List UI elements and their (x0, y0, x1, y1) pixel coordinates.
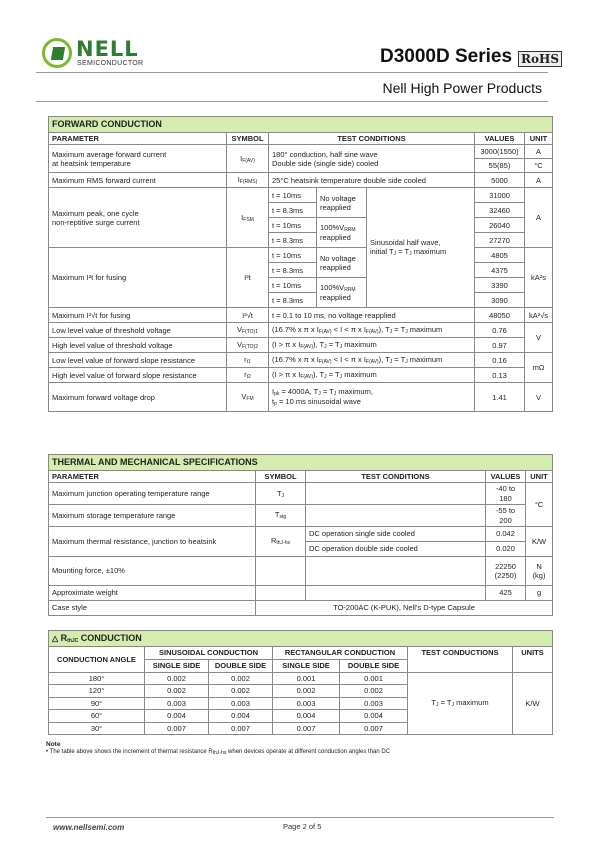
col-values: VALUES (475, 133, 525, 145)
table-cell: 0.007 (273, 722, 340, 734)
unit-celsius: °C (525, 159, 553, 173)
symbol-tj: $T_J$ (256, 483, 306, 505)
page-number: Page 2 of 5 (283, 822, 322, 831)
col-rect-double: DOUBLE SIDE (340, 660, 408, 673)
value-tj: -40 to 180 (486, 483, 526, 505)
col-unit: UNIT (525, 133, 553, 145)
value-i2rt: 48050 (475, 308, 525, 323)
table-cell: 0.002 (209, 673, 273, 685)
value-mounting: 22250 (2250) (486, 556, 526, 585)
unit-mounting: N (kg) (526, 556, 553, 585)
value-i2t-3: 3390 (475, 278, 525, 293)
cond-t10: t = 10ms (269, 218, 317, 233)
symbol-vfm: $V_{FM}$ (227, 383, 269, 412)
symbol-rt1: $r_{t1}$ (227, 353, 269, 368)
value-rth-single: 0.042 (486, 526, 526, 541)
cond-vto2: (I > π x $I_{F(AV)}$), $T_J = T_J$ maximum (269, 338, 475, 353)
cond-empty (306, 585, 486, 600)
table-cell: 0.007 (209, 722, 273, 734)
table-cell: 0.002 (145, 685, 209, 697)
delta-icon: △ (52, 633, 59, 643)
unit-kw: K/W (526, 526, 553, 556)
symbol-tstg: $T_{stg}$ (256, 505, 306, 527)
table-cell: 0.007 (340, 722, 408, 734)
cond-no-voltage: No voltage reapplied (317, 188, 367, 218)
table-cell: 0.002 (273, 685, 340, 697)
header-divider (36, 72, 548, 73)
rthjc-conduction-table (48, 630, 553, 735)
col-sin-double: DOUBLE SIDE (209, 660, 273, 673)
cond-empty (306, 505, 486, 527)
table-cell: 0.003 (209, 697, 273, 709)
value-tstg: -55 to 200 (486, 505, 526, 527)
footer-url[interactable]: www.nellsemi.com (53, 823, 125, 832)
section-title: THERMAL AND MECHANICAL SPECIFICATIONS (49, 455, 553, 471)
table-cell: 0.002 (340, 685, 408, 697)
symbol-ifsm: $I_{FSM}$ (227, 188, 269, 248)
cond-empty (306, 483, 486, 505)
param-i2t: Maximum I²t for fusing (49, 248, 227, 308)
param-tj: Maximum junction operating temperature range (49, 483, 256, 505)
angle-cell: 120° (49, 685, 145, 697)
cond-vrrm: $100\%V_{RRM}$ reapplied (317, 218, 367, 248)
subtitle-divider (36, 101, 548, 102)
param-avg-forward-current: Maximum average forward current at heatsink temperature (49, 145, 227, 173)
unit-vfm: V (525, 383, 553, 412)
cond-t83: t = 8.3ms (269, 203, 317, 218)
section-title: FORWARD CONDUCTION (49, 117, 553, 133)
col-rect-single: SINGLE SIDE (273, 660, 340, 673)
value-vto2: 0.97 (475, 338, 525, 353)
value-surge-4: 27270 (475, 233, 525, 248)
cond-rt2: (I > π x $I_{F(AV)}$), $T_J = T_J$ maximum (269, 368, 475, 383)
symbol-vto2: $V_{F(TO)2}$ (227, 338, 269, 353)
cond-vfm: $I_{pk} = 4000A$, $T_J = T_J$ maximum, $t_p = 10$ ms sinusoidal wave (269, 383, 475, 412)
cond-double-side: DC operation double side cooled (306, 541, 486, 556)
col-symbol: SYMBOL (227, 133, 269, 145)
table-cell: 0.002 (209, 685, 273, 697)
symbol-empty (256, 556, 306, 585)
value-weight: 425 (486, 585, 526, 600)
brand-name: NELL (76, 37, 139, 61)
param-rt1: Low level value of forward slope resistance (49, 353, 227, 368)
param-i2rt: Maximum I²√t for fusing (49, 308, 227, 323)
table-cell: 0.002 (145, 673, 209, 685)
symbol-i2rt: I²√t (227, 308, 269, 323)
footer-divider (46, 817, 554, 818)
value-heatsink-temp: 55(85) (475, 159, 525, 173)
cond-t83: t = 8.3ms (269, 293, 317, 308)
symbol-rth: $R_{thJ-hs}$ (256, 526, 306, 556)
table-cell: 0.004 (340, 710, 408, 722)
forward-conduction-table (48, 116, 553, 412)
value-case: TO-200AC (K-PUK), Nell's D-type Capsule (256, 600, 553, 615)
table-cell: 0.003 (273, 697, 340, 709)
param-rt2: High level value of forward slope resistance (49, 368, 227, 383)
cond-rt1: (16.7% x π x $I_{F(AV)} < I < \pi$ x $I_{F(AV)}$), $T_J = T_J$ maximum (269, 353, 475, 368)
page-subtitle: Nell High Power Products (382, 80, 542, 96)
table-cell: 0.001 (340, 673, 408, 685)
thermal-mechanical-table (48, 454, 553, 616)
col-parameter: PARAMETER (49, 133, 227, 145)
angle-cell: 30° (49, 722, 145, 734)
col-units: UNITS (513, 647, 553, 673)
param-weight: Approximate weight (49, 585, 256, 600)
col-conduction-angle: CONDUCTION ANGLE (49, 647, 145, 673)
angle-cell: 60° (49, 710, 145, 722)
value-i2t-4: 3090 (475, 293, 525, 308)
symbol-ifav: $I_{F(AV)}$ (227, 145, 269, 173)
col-symbol: SYMBOL (256, 471, 306, 483)
cond-empty (306, 556, 486, 585)
col-test-conditions: TEST CONDITIONS (306, 471, 486, 483)
value-rth-double: 0.020 (486, 541, 526, 556)
symbol-i2t: I²t (227, 248, 269, 308)
col-unit: UNIT (526, 471, 553, 483)
value-i2t-2: 4375 (475, 263, 525, 278)
value-vfm: 1.41 (475, 383, 525, 412)
value-surge-3: 26040 (475, 218, 525, 233)
param-case: Case style (49, 600, 256, 615)
unit-i2t: kA²s (525, 248, 553, 308)
unit-i2rt: kA²√s (525, 308, 553, 323)
cond-t83: t = 8.3ms (269, 233, 317, 248)
unit-weight: g (526, 585, 553, 600)
value-rms: 5000 (475, 173, 525, 188)
param-surge-current: Maximum peak, one cycle non-reptitive surge current (49, 188, 227, 248)
value-i2t-1: 4805 (475, 248, 525, 263)
note-text: • The table above shows the increment of thermal resistance $R_{thJ-hs}$ when devices operate at different conduction angles than DC (46, 749, 391, 756)
table-cell: 0.003 (340, 697, 408, 709)
cond-no-voltage: No voltage reapplied (317, 248, 367, 278)
symbol-empty (256, 585, 306, 600)
col-parameter: PARAMETER (49, 471, 256, 483)
col-rectangular: RECTANGULAR CONDUCTION (273, 647, 408, 660)
cond-t10: t = 10ms (269, 278, 317, 293)
cond-avg-forward: 180° conduction, half sine wave Double side (single side) cooled (269, 145, 475, 173)
param-vto2: High level value of threshold voltage (49, 338, 227, 353)
test-condition: $T_J = T_J$ maximum (408, 673, 513, 735)
param-rms-current: Maximum RMS forward current (49, 173, 227, 188)
value-rt2: 0.13 (475, 368, 525, 383)
param-vfm: Maximum forward voltage drop (49, 383, 227, 412)
table-cell: 0.004 (273, 710, 340, 722)
unit-kw: K/W (513, 673, 553, 735)
cond-vrrm: $100\%V_{RRM}$ reapplied (317, 278, 367, 308)
section-title: △ $R_{thJC}$ CONDUCTION (49, 631, 553, 647)
param-vto1: Low level value of threshold voltage (49, 323, 227, 338)
unit-rms: A (525, 173, 553, 188)
table-cell: 0.003 (145, 697, 209, 709)
value-surge-1: 31000 (475, 188, 525, 203)
col-sinusoidal: SINUSOIDAL CONDUCTION (145, 647, 273, 660)
series-title: D3000D Series (380, 46, 513, 67)
param-rth: Maximum thermal resistance, junction to heatsink (49, 526, 256, 556)
param-mounting: Mounting force, ±10% (49, 556, 256, 585)
unit-volts: V (525, 323, 553, 353)
col-values: VALUES (486, 471, 526, 483)
angle-cell: 90° (49, 697, 145, 709)
unit-celsius: °C (526, 483, 553, 527)
unit-mohm: mΩ (525, 353, 553, 383)
symbol-ifrms: $I_{F(RMS)}$ (227, 173, 269, 188)
unit-surge: A (525, 188, 553, 248)
col-test-conditions: TEST CONDITIONS (269, 133, 475, 145)
cond-single-side: DC operation single side cooled (306, 526, 486, 541)
cond-t10: t = 10ms (269, 188, 317, 203)
value-vto1: 0.76 (475, 323, 525, 338)
rohs-badge: RoHS (518, 51, 562, 67)
table-cell: 0.001 (273, 673, 340, 685)
table-cell: 0.004 (209, 710, 273, 722)
param-tstg: Maximum storage temperature range (49, 505, 256, 527)
value-surge-2: 32460 (475, 203, 525, 218)
col-sin-single: SINGLE SIDE (145, 660, 209, 673)
cond-t10: t = 10ms (269, 248, 317, 263)
symbol-vto1: $V_{F(TO)1}$ (227, 323, 269, 338)
col-test: TEST CONDUCTIONS (408, 647, 513, 673)
cond-sinusoidal: Sinusoidal half wave, initial $T_J = T_J$ maximum (367, 188, 475, 308)
cond-i2rt: t = 0.1 to 10 ms, no voltage reapplied (269, 308, 475, 323)
nell-logo-icon (42, 38, 72, 68)
table-cell: 0.004 (145, 710, 209, 722)
cond-t83: t = 8.3ms (269, 263, 317, 278)
cond-rms: 25°C heatsink temperature double side cooled (269, 173, 475, 188)
brand-subtitle: SEMICONDUCTOR (77, 60, 144, 67)
symbol-rt2: $r_{t2}$ (227, 368, 269, 383)
unit-a: A (525, 145, 553, 159)
value-rt1: 0.16 (475, 353, 525, 368)
cond-vto1: (16.7% x π x $I_{F(AV)} < I < \pi$ x $I_{F(AV)}$), $T_J = T_J$ maximum (269, 323, 475, 338)
table-cell: 0.007 (145, 722, 209, 734)
value-avg-current: 3000(1550) (475, 145, 525, 159)
note-title: Note (46, 741, 61, 748)
angle-cell: 180° (49, 673, 145, 685)
